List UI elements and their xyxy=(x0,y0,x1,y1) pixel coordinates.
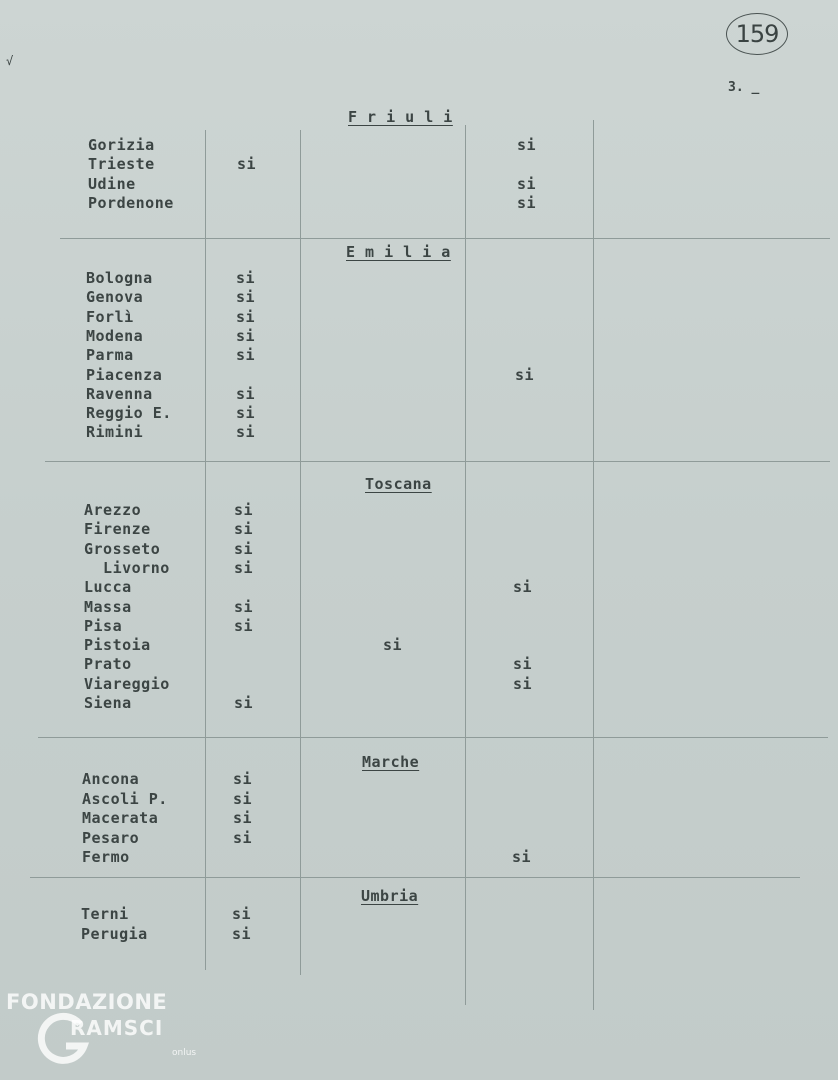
mark-col1: si xyxy=(236,385,256,403)
mark-col1: si xyxy=(233,790,253,808)
city-name: Fermo xyxy=(82,848,130,866)
column-rule xyxy=(300,130,301,975)
mark-col1: si xyxy=(236,288,256,306)
mark-col1: si xyxy=(233,809,253,827)
column-rule xyxy=(465,125,466,1005)
mark-col2: si xyxy=(383,636,403,654)
city-name: Forlì xyxy=(86,308,134,326)
watermark-line2: RAMSCI xyxy=(70,1016,164,1040)
city-name: Massa xyxy=(84,598,132,616)
column-rule xyxy=(205,130,206,970)
city-name: Bologna xyxy=(86,269,153,287)
section-heading: Marche xyxy=(362,753,420,771)
mark-col3: si xyxy=(517,175,537,193)
city-name: Modena xyxy=(86,327,144,345)
mark-col3: si xyxy=(513,675,533,693)
city-name: Livorno xyxy=(84,559,170,577)
mark-col1: si xyxy=(236,308,256,326)
city-name: Grosseto xyxy=(84,540,161,558)
city-name: Trieste xyxy=(88,155,155,173)
city-name: Macerata xyxy=(82,809,159,827)
mark-col1: si xyxy=(232,905,252,923)
watermark-line3: onlus xyxy=(172,1048,197,1058)
mark-col3: si xyxy=(517,194,537,212)
city-name: Viareggio xyxy=(84,675,170,693)
city-name: Siena xyxy=(84,694,132,712)
mark-col1: si xyxy=(236,327,256,345)
city-name: Firenze xyxy=(84,520,151,538)
city-name: Perugia xyxy=(81,925,148,943)
city-name: Pisa xyxy=(84,617,123,635)
page-sequence: 3. _ xyxy=(728,80,760,95)
section-rule xyxy=(30,877,800,878)
city-name: Ancona xyxy=(82,770,140,788)
city-name: Arezzo xyxy=(84,501,142,519)
margin-mark: √ xyxy=(6,54,14,68)
city-name: Genova xyxy=(86,288,144,306)
mark-col3: si xyxy=(515,366,535,384)
section-heading: F r i u l i xyxy=(348,108,453,126)
city-name: Pordenone xyxy=(88,194,174,212)
mark-col1: si xyxy=(233,770,253,788)
mark-col3: si xyxy=(517,136,537,154)
city-name: Pistoia xyxy=(84,636,151,654)
city-name: Udine xyxy=(88,175,136,193)
mark-col1: si xyxy=(237,155,257,173)
city-name: Prato xyxy=(84,655,132,673)
mark-col1: si xyxy=(234,598,254,616)
section-heading: Umbria xyxy=(361,887,419,905)
city-name: Lucca xyxy=(84,578,132,596)
city-name: Piacenza xyxy=(86,366,163,384)
page-number-stamp: 159 xyxy=(726,13,788,55)
mark-col1: si xyxy=(234,559,254,577)
section-rule xyxy=(60,238,830,239)
city-name: Pesaro xyxy=(82,829,140,847)
watermark-line1: FONDAZIONE xyxy=(6,990,168,1014)
mark-col1: si xyxy=(232,925,252,943)
city-name: Reggio E. xyxy=(86,404,172,422)
city-name: Terni xyxy=(81,905,129,923)
mark-col1: si xyxy=(234,501,254,519)
mark-col1: si xyxy=(236,423,256,441)
city-name: Rimini xyxy=(86,423,144,441)
mark-col1: si xyxy=(234,617,254,635)
mark-col3: si xyxy=(513,578,533,596)
mark-col1: si xyxy=(236,346,256,364)
mark-col1: si xyxy=(236,404,256,422)
mark-col3: si xyxy=(513,655,533,673)
mark-col1: si xyxy=(234,694,254,712)
city-name: Ravenna xyxy=(86,385,153,403)
section-heading: E m i l i a xyxy=(346,243,451,261)
mark-col1: si xyxy=(236,269,256,287)
section-rule xyxy=(45,461,830,462)
city-name: Gorizia xyxy=(88,136,155,154)
mark-col3: si xyxy=(512,848,532,866)
section-heading: Toscana xyxy=(365,475,432,493)
mark-col1: si xyxy=(234,540,254,558)
mark-col1: si xyxy=(233,829,253,847)
mark-col1: si xyxy=(234,520,254,538)
section-rule xyxy=(38,737,828,738)
city-name: Parma xyxy=(86,346,134,364)
city-name: Ascoli P. xyxy=(82,790,168,808)
fondazione-gramsci-watermark xyxy=(6,990,216,1075)
